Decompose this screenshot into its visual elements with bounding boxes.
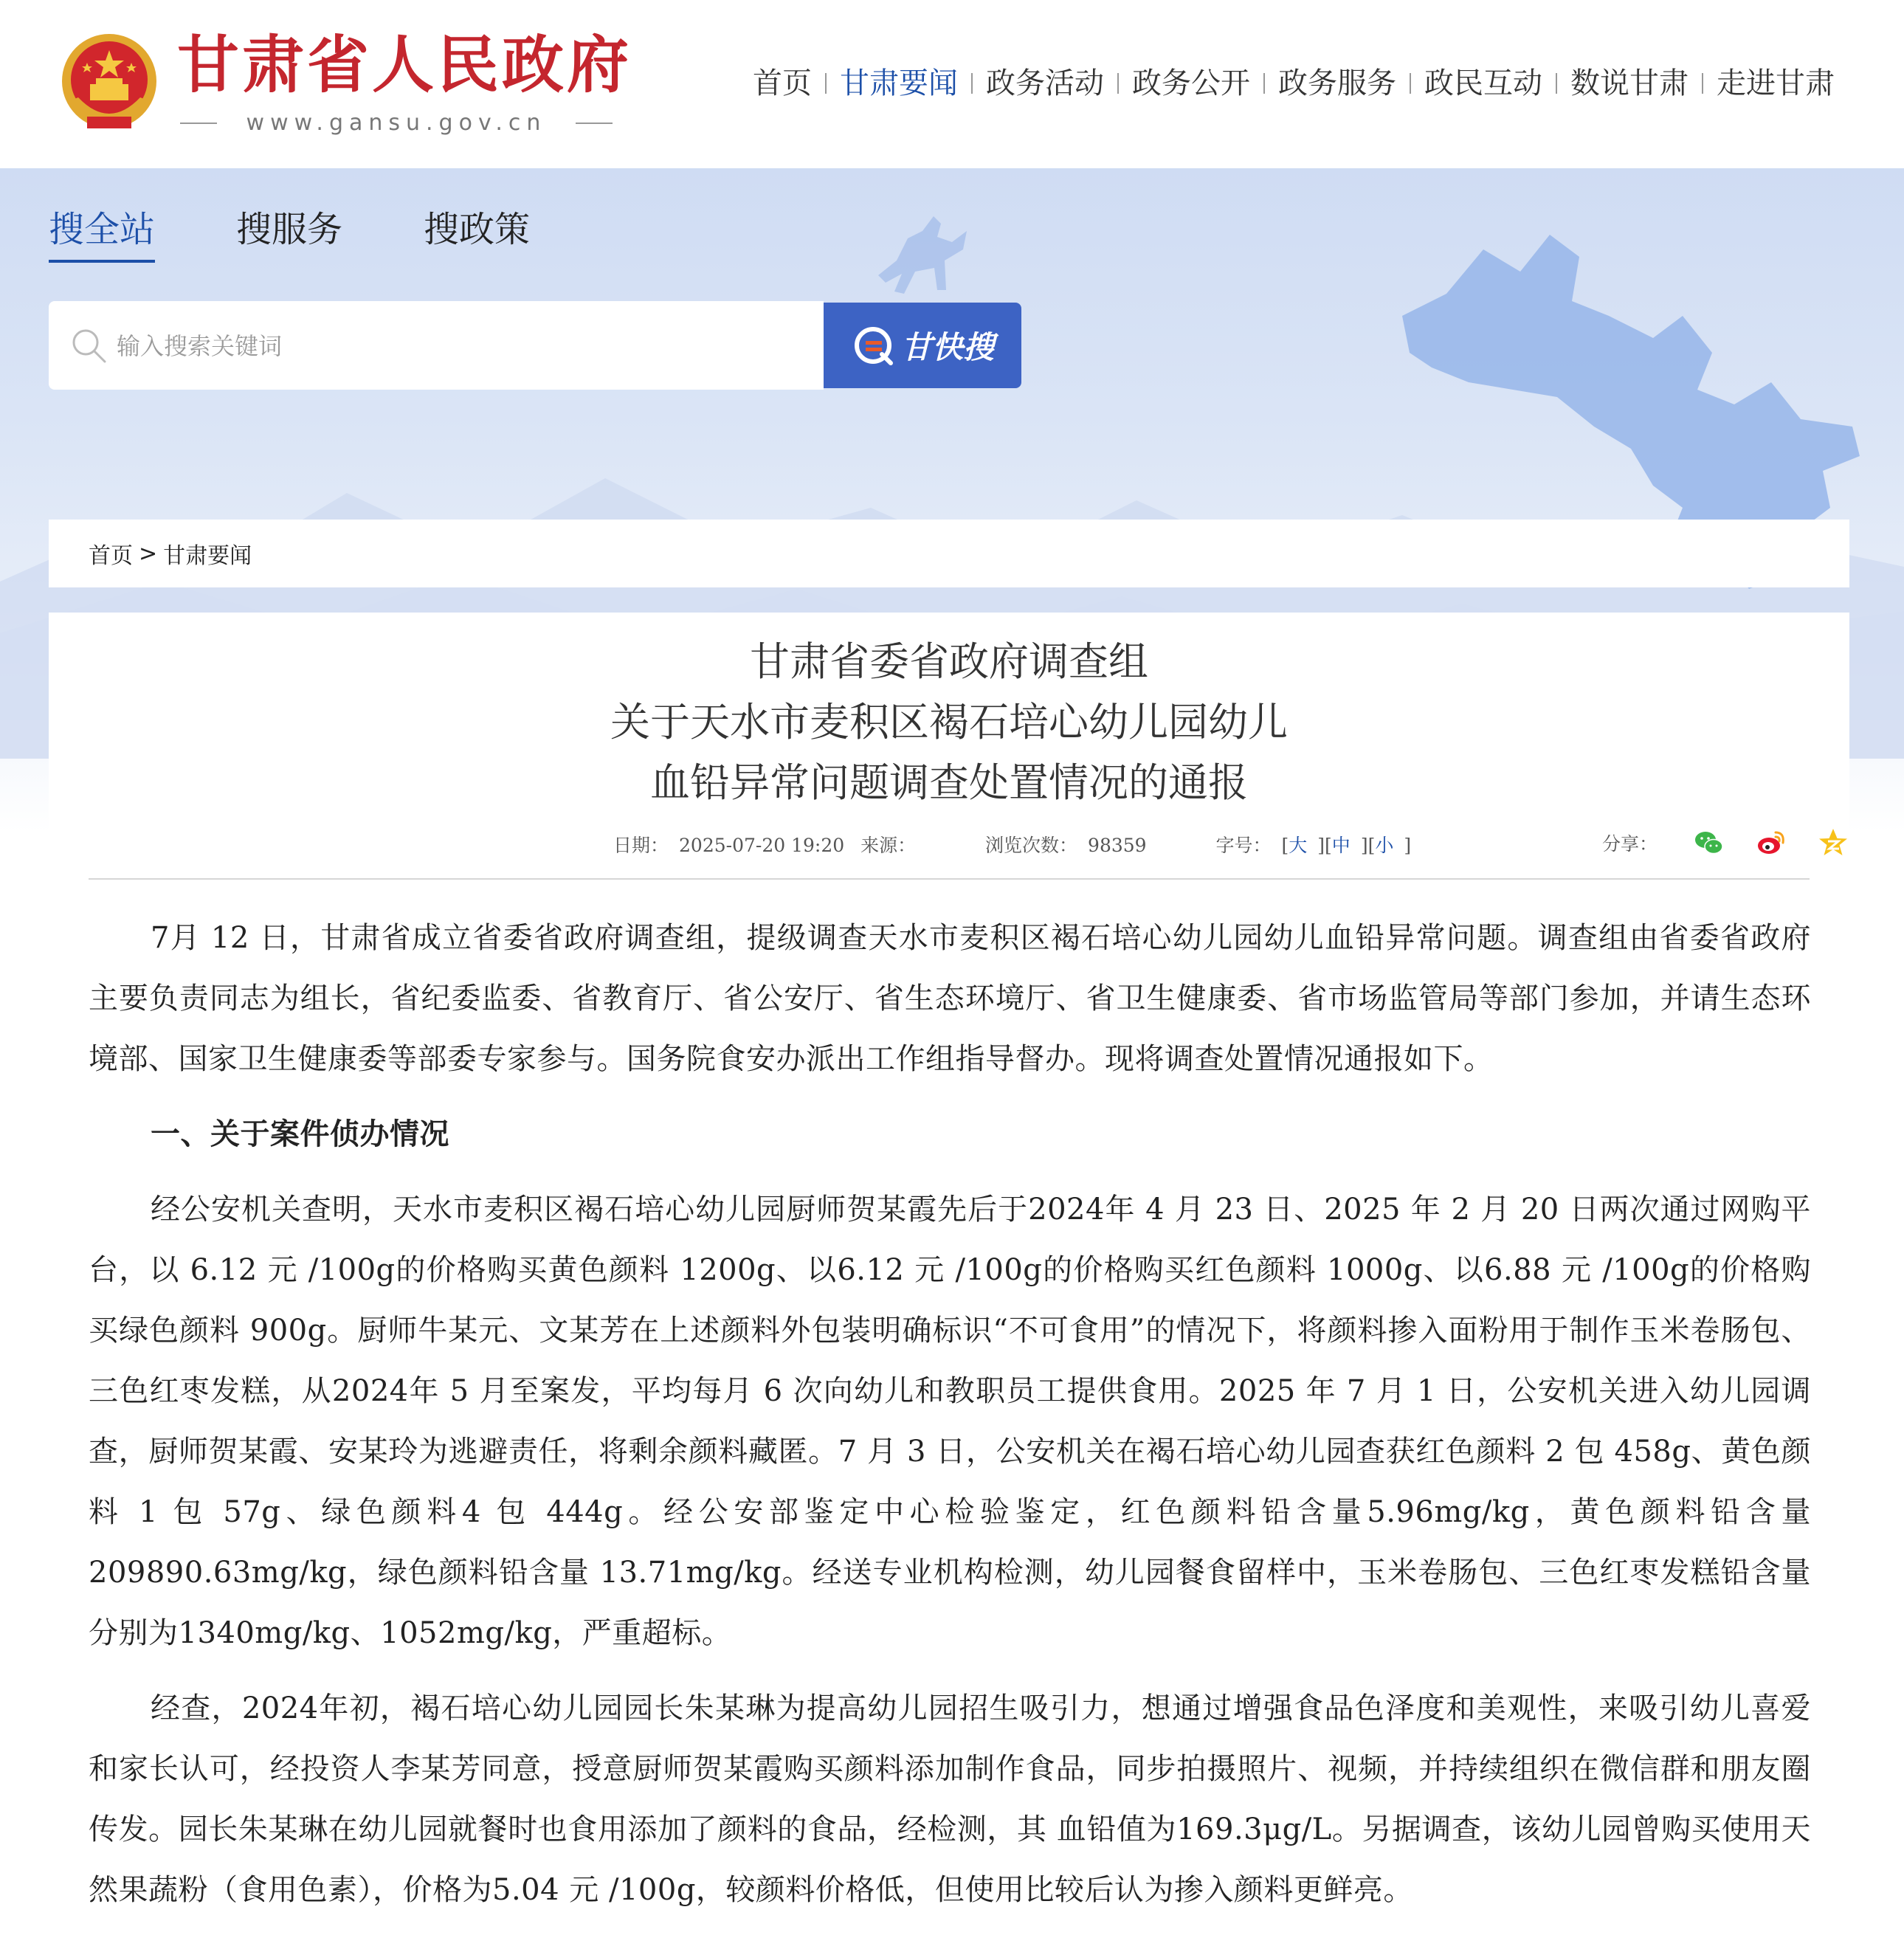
- nav-item-government-disclosure[interactable]: 政务公开: [1132, 66, 1250, 100]
- font-size-label: 字号：: [1215, 835, 1272, 856]
- site-header: [0, 0, 1904, 168]
- breadcrumb-separator: >: [139, 540, 158, 567]
- views-count: 98359: [1088, 835, 1147, 856]
- search-icon: [69, 326, 108, 365]
- article-body: [89, 908, 1811, 1935]
- nav-item-gansu-news[interactable]: 甘肃要闻: [840, 66, 958, 100]
- publish-date: 2025-07-20 19:20: [679, 835, 845, 856]
- article-paragraph: 经查，2024年初，褐石培心幼儿园园长朱某琳为提高幼儿园招生吸引力，想通过增强食品色泽度和美观性，来吸引幼儿喜爱和家长认可，经投资人李某芳同意，授意厨师贺某霞购买颜料添加制作食品，同步拍摄照片、视频，并持续组织在微信群和朋友圈传发。园长朱某琳在幼儿园就餐时也食用添加了颜料的食品，经检测，其 血铅值为169.3μg/L。另据调查，该幼儿园曾购买使用天然果蔬粉（食用色素），价格为5.04 元 /100g，较颜料价格低，但使用比较后认为掺入颜料更鲜亮。: [89, 1691, 1811, 1907]
- font-size-large[interactable]: 大: [1289, 835, 1308, 856]
- nav-separator: [1263, 73, 1265, 94]
- nav-separator: [1702, 73, 1703, 94]
- views-label: 浏览次数：: [985, 835, 1078, 856]
- nav-item-interaction[interactable]: 政民互动: [1424, 66, 1542, 100]
- meta-divider: [89, 878, 1810, 880]
- nav-item-government-activities[interactable]: 政务活动: [986, 66, 1104, 100]
- galloping-horse-icon: [863, 209, 974, 305]
- article-title: [49, 632, 1849, 813]
- font-size-small[interactable]: 小: [1375, 835, 1394, 856]
- qzone-icon[interactable]: [1817, 827, 1849, 859]
- font-size-medium[interactable]: 中: [1331, 835, 1351, 856]
- main-nav: [753, 65, 1835, 102]
- nav-item-data-gansu[interactable]: 数说甘肃: [1570, 66, 1689, 100]
- nav-item-home[interactable]: 首页: [753, 66, 812, 100]
- weibo-icon[interactable]: [1755, 827, 1787, 859]
- nav-item-government-services[interactable]: 政务服务: [1278, 66, 1396, 100]
- article-paragraph: 经公安机关查明，天水市麦积区褐石培心幼儿园厨师贺某霞先后于2024年 4 月 23 日、2025 年 2 月 20 日两次通过网购平台，以 6.12 元 /100g的价格购买黄色颜料 1200g、以6.12 元 /100g的价格购买红色颜料 1000g、以6.88 元 /100g的价格购买绿色颜料 900g。厨师牛某元、文某芳在上述颜料外包装明确标识“不可食用”的情况下，将颜料掺入面粉用于制作玉米卷肠包、三色红枣发糕，从2024年 5 月至案发，平均每月 6 次向幼儿和教职员工提供食用。2025 年 7 月 1 日，公安机关进入幼儿园调查，厨师贺某霞、安某玲为逃避责任，将剩余颜料藏匿。7 月 3 日，公安机关在褐石培心幼儿园查获红色颜料 2 包 458g、黄色颜料 1 包 57g、绿色颜料4 包 444g。经公安部鉴定中心检验鉴定，红色颜料铅含量5.96mg/kg，黄色颜料铅含量209890.63mg/kg，绿色颜料铅含量 13.71mg/kg。经送专业机构检测，幼儿园餐食留样中，玉米卷肠包、三色红枣发糕铅含量分别为1340mg/kg、1052mg/kg，严重超标。: [89, 1193, 1811, 1650]
- gan-search-logo-icon: [851, 323, 895, 368]
- breadcrumb-home[interactable]: 首页: [89, 543, 133, 569]
- article-meta-info: 日期： 2025-07-20 19:20 来源： 浏览次数： 98359 字号： [大 ][中 ][小 ]: [613, 835, 1412, 856]
- search-button-label: 甘快搜: [900, 329, 994, 365]
- date-label: 日期：: [613, 835, 669, 856]
- tab-search-services[interactable]: 搜服务: [236, 209, 343, 250]
- tab-search-policies[interactable]: 搜政策: [424, 209, 531, 250]
- article-title-line: 关于天水市麦积区褐石培心幼儿园幼儿: [610, 699, 1288, 745]
- search-box: [49, 301, 824, 390]
- site-url-line: [180, 111, 613, 136]
- article-paragraph: 7月 12 日，甘肃省成立省委省政府调查组，提级调查天水市麦积区褐石培心幼儿园幼儿血铅异常问题。调查组由省委省政府主要负责同志为组长，省纪委监委、省教育厅、省公安厅、省生态环境厅、省卫生健康委、省市场监管局等部门参加，并请生态环境部、国家卫生健康委等部委专家参与。国务院食安办派出工作组指导督办。现将调查处置情况通报如下。: [89, 921, 1811, 1076]
- search-input[interactable]: [115, 301, 812, 391]
- article-meta: [49, 827, 1849, 859]
- article-title-line: 血铅异常问题调查处置情况的通报: [650, 759, 1248, 806]
- nav-separator: [1117, 73, 1119, 94]
- nav-separator: [1556, 73, 1557, 94]
- site-url: www.gansu.gov.cn: [246, 110, 547, 136]
- nav-separator: [825, 73, 827, 94]
- section-heading: 一、关于案件侦办情况: [151, 1117, 449, 1151]
- wechat-icon[interactable]: [1693, 827, 1725, 859]
- nav-item-about-gansu[interactable]: 走进甘肃: [1717, 66, 1835, 100]
- nav-separator: [971, 73, 973, 94]
- url-rule-right: [576, 123, 613, 124]
- article: [49, 613, 1849, 1920]
- share-label: 分享：: [1601, 833, 1658, 855]
- site-name[interactable]: 甘肃省人民政府: [177, 29, 632, 101]
- article-title-line: 甘肃省委省政府调查组: [750, 638, 1148, 685]
- search-button[interactable]: [824, 303, 1021, 388]
- breadcrumb-current[interactable]: 甘肃要闻: [163, 543, 252, 569]
- breadcrumb: [49, 520, 1849, 587]
- search-tabs: [49, 204, 530, 263]
- national-emblem-icon[interactable]: [58, 30, 161, 140]
- tab-search-all[interactable]: 搜全站: [49, 204, 155, 263]
- nav-separator: [1410, 73, 1411, 94]
- source-label: 来源：: [860, 835, 917, 856]
- url-rule-left: [180, 123, 217, 124]
- share-bar: [1602, 827, 1849, 859]
